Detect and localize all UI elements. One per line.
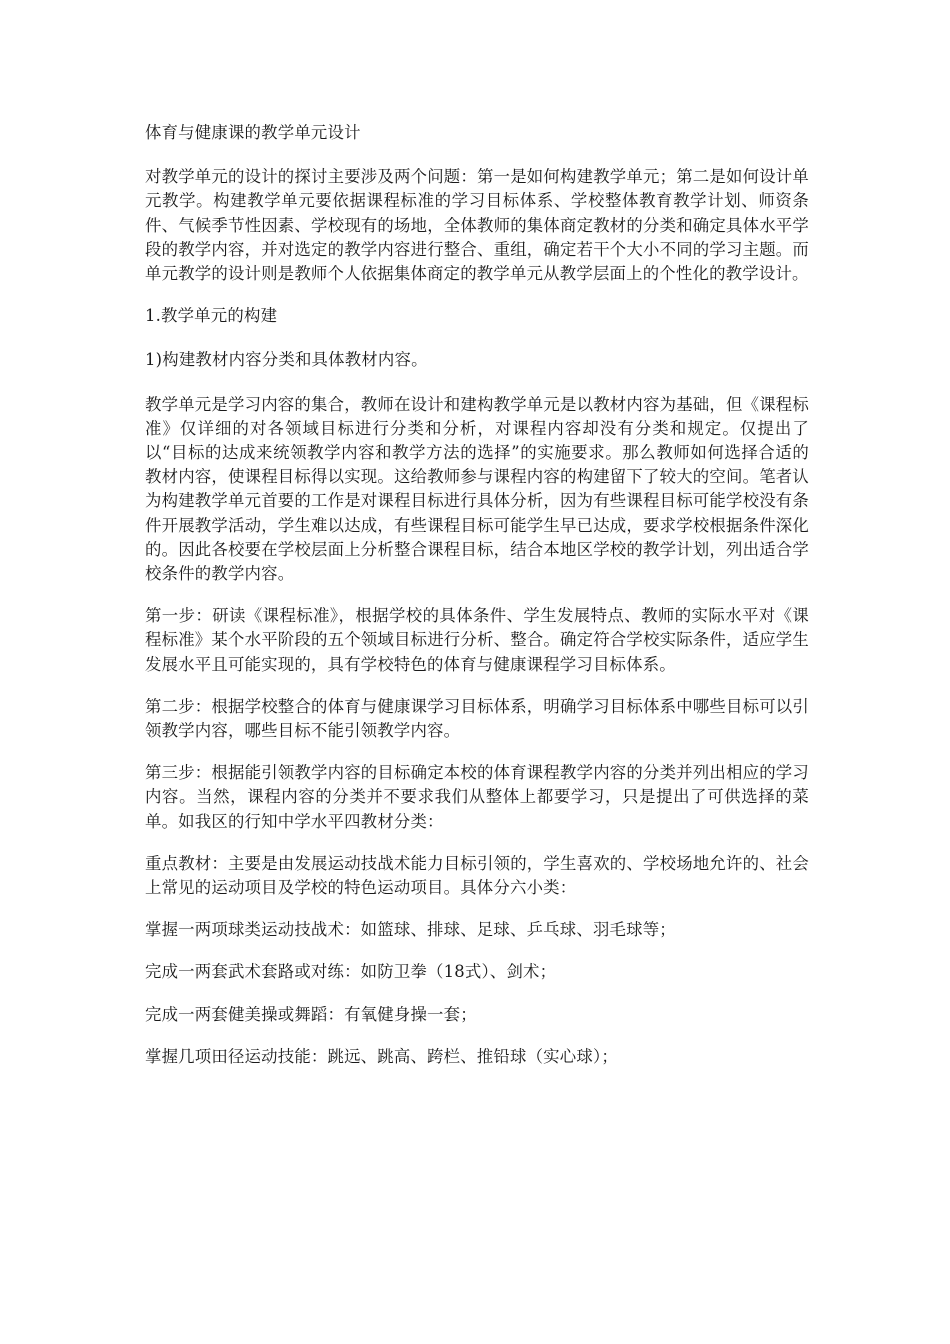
intro-paragraph: 对教学单元的设计的探讨主要涉及两个问题：第一是如何构建教学单元；第二是如何设计单元教学。构建教学单元要依据课程标准的学习目标体系、学校整体教育教学计划、师资条件、气候季节性因素、学校现有的场地，全体教师的集体商定教材的分类和确定具体水平学段的教学内容，并对选定的教学内容进行整合、重组，确定若干个大小不同的学习主题。而单元教学的设计则是教师个人依据集体商定的教学单元从教学层面上的个性化的教学设计。 (145, 167, 809, 284)
list-item: 掌握几项田径运动技能：跳远、跳高、跨栏、推铅球（实心球）； (145, 1046, 618, 1066)
document-title: 体育与健康课的教学单元设计 (145, 123, 361, 142)
document-page (145, 121, 809, 1087)
section-heading: 1.教学单元的构建 (145, 306, 278, 326)
body-paragraph: 教学单元是学习内容的集合，教师在设计和建构教学单元是以教材内容为基础，但《课程标准》仅详细的对各领域目标进行分类和分析，对课程内容却没有分类和规定。仅提出了以“目标的达成来统领教学内容和教学方法的选择”的实施要求。那么教师如何选择合适的教材内容，使课程目标得以实现。这给教师参与课程内容的构建留下了较大的空间。笔者认为构建教学单元首要的工作是对课程目标进行具体分析，因为有些课程目标可能学校没有条件开展教学活动，学生难以达成，有些课程目标可能学生早已达成，要求学校根据条件深化的。因此各校要在学校层面上分析整合课程目标，结合本地区学校的教学计划，列出适合学校条件的教学内容。 (145, 394, 809, 584)
step-one-paragraph: 第一步：研读《课程标准》，根据学校的具体条件、学生发展特点、教师的实际水平对《课程标准》某个水平阶段的五个领域目标进行分析、整合。确定符合学校实际条件，适应学生发展水平且可能实现的，具有学校特色的体育与健康课程学习目标体系。 (145, 606, 809, 674)
list-item: 完成一两套健美操或舞蹈：有氧健身操一套； (145, 1004, 477, 1024)
subsection-heading: 1)构建教材内容分类和具体教材内容。 (145, 350, 428, 370)
step-two-paragraph: 第二步：根据学校整合的体育与健康课学习目标体系，明确学习目标体系中哪些目标可以引领教学内容，哪些目标不能引领教学内容。 (145, 696, 809, 741)
list-item: 完成一两套武术套路或对练：如防卫拳（18式）、剑术； (145, 962, 557, 982)
key-material-paragraph: 重点教材：主要是由发展运动技战术能力目标引领的，学生喜欢的、学校场地允许的、社会上常见的运动项目及学校的特色运动项目。具体分六小类： (145, 853, 809, 898)
step-three-paragraph: 第三步：根据能引领教学内容的目标确定本校的体育课程教学内容的分类并列出相应的学习内容。当然，课程内容的分类并不要求我们从整体上都要学习，只是提出了可供选择的菜单。如我区的行知中学水平四教材分类： (145, 763, 809, 831)
list-item: 掌握一两项球类运动技战术：如篮球、排球、足球、乒乓球、羽毛球等； (145, 920, 676, 940)
